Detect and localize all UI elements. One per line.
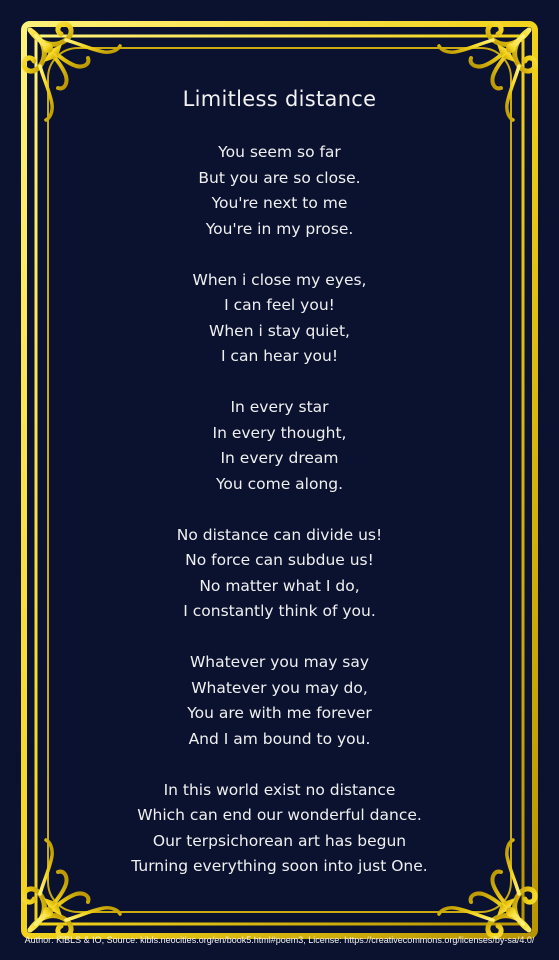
poem-line: I constantly think of you.	[183, 602, 376, 620]
poem-line: You seem so far	[218, 143, 341, 161]
stanza-3	[60, 395, 499, 497]
poem-line: And I am bound to you.	[188, 729, 371, 748]
poem-line: When i stay quiet,	[209, 321, 350, 340]
stanza-2	[60, 268, 499, 370]
poem-title: Limitless distance	[182, 87, 377, 111]
poem-line: When i close my eyes,	[192, 270, 367, 289]
poem-line: In every star	[230, 398, 329, 416]
poem-line: Our terpsichorean art has begun	[152, 831, 407, 850]
poem-line: Which can end our wonderful dance.	[137, 806, 422, 824]
poem-line: No distance can divide us!	[176, 525, 383, 544]
poem-line: You come along.	[215, 474, 344, 493]
stanza-5	[60, 650, 499, 752]
poem-line: Whatever you may say	[189, 653, 370, 671]
poem-line: Whatever you may do,	[191, 678, 368, 697]
poem-line: I can feel you!	[224, 296, 335, 314]
poem-line: Turning everything soon into just One.	[131, 857, 428, 875]
poem-line: In every dream	[220, 449, 339, 467]
stanza-1	[60, 140, 499, 242]
poem-line: You're next to me	[211, 194, 348, 212]
poem-line: No force can subdue us!	[185, 551, 374, 569]
poem-line: But you are so close.	[198, 168, 361, 187]
poem-line: In every thought,	[212, 423, 347, 442]
poem-line: You're in my prose.	[205, 219, 354, 238]
poem-line: In this world exist no distance	[163, 780, 396, 799]
attribution-credit: Author: KiBLS & IO, Source: kibls.neocities.org/en/book5.html#poem3, License: https://creativecommons.org/licenses/by-sa/4.0/	[24, 935, 535, 945]
poem-stanzas	[60, 140, 499, 880]
poem	[60, 80, 499, 905]
stanza-4	[60, 523, 499, 625]
poem-line: You are with me forever	[187, 704, 372, 722]
poem-line: I can hear you!	[220, 347, 339, 365]
stanza-6	[60, 778, 499, 880]
poem-line: No matter what I do,	[199, 576, 360, 595]
